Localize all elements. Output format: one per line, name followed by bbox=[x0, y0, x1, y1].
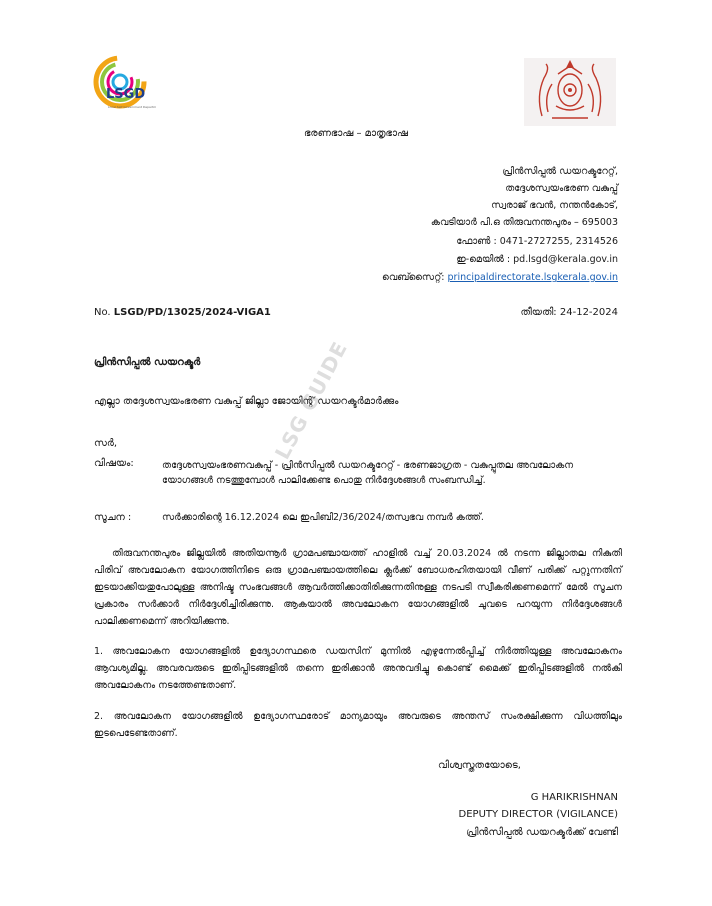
reference-text: സർക്കാരിന്റെ 16.12.2024 ലെ ഇപിബി2/36/2024/തസ്വഭവ നമ്പർ കത്ത്. bbox=[162, 512, 484, 523]
ref-label: No. bbox=[94, 307, 111, 318]
instruction-point-2: 2. അവലോകന യോഗങ്ങളിൽ ഉദ്യോഗസ്ഥരോട് മാന്യമായും അവരുടെ അന്തസ് സംരക്ഷിക്കുന്ന വിധത്തിലും ഇടപെടേണ്ടതാണ്. bbox=[94, 711, 622, 739]
instruction-point-1: 1. അവലോകന യോഗങ്ങളിൽ ഉദ്യോഗസ്ഥരെ ഡയസിന് മുന്നിൽ എഴുന്നേൽപ്പിച്ച് നിർത്തിയുള്ള അവലോകനം ആവശ്യമില്ല. അവരവരുടെ ഇരിപ്പിടങ്ങളിൽ തന്നെ ഇരിക്കാൻ അനുവദിച്ചു കൊണ്ട് മൈക്ക് ഇരിപ്പിടങ്ങളിൽ നൽകി അവലോകനം നടത്തേണ്ടതാണ്. bbox=[94, 646, 622, 691]
signatory-name: G HARIKRISHNAN bbox=[530, 792, 618, 803]
address-line-3: സ്വരാജ് ഭവൻ, നന്തൻകോട്, bbox=[491, 200, 618, 211]
logo-text: LSGD bbox=[106, 87, 146, 102]
email-label: ഇ-മെയിൽ : bbox=[456, 254, 511, 265]
address-line-4: കവടിയാർ പി.ഒ തിരുവനന്തപുരം – 695003 bbox=[430, 217, 618, 228]
email-line bbox=[456, 253, 618, 266]
sender: പ്രിൻസിപ്പൽ ഡയറക്ടർ bbox=[94, 357, 201, 368]
address-line-1: പ്രിൻസിപ്പൽ ഡയറക്ടറേറ്റ്, bbox=[502, 166, 618, 177]
reference-number bbox=[94, 307, 271, 318]
date-value: 24-12-2024 bbox=[559, 307, 618, 318]
ref-number: LSGD/PD/13025/2024-VIGA1 bbox=[113, 307, 271, 318]
lsgd-logo bbox=[92, 54, 156, 118]
website-label: വെബ്സൈറ്റ്: bbox=[382, 272, 445, 283]
kerala-emblem-icon bbox=[522, 56, 618, 128]
date-label: തീയതി: bbox=[520, 307, 557, 318]
recipient: എല്ലാ തദ്ദേശസ്വയംഭരണ വകുപ്പ് ജില്ലാ ജോയിന്റ് ഡയറക്ടർമാർക്കും bbox=[94, 396, 399, 407]
phone-number: 0471-2727255, 2314526 bbox=[499, 236, 618, 247]
closing-phrase: വിശ്വസ്തതയോടെ, bbox=[438, 760, 521, 771]
main-paragraph-text: തിരുവനന്തപുരം ജില്ലയിൽ അതിയന്നൂർ ഗ്രാമപഞ്ചായത്ത് ഹാളിൽ വച്ച് 20.03.2024 ൽ നടന്ന ജില്ലാതല നികുതി പിരിവ് അവലോകന യോഗത്തിനിടെ ഒരു ഗ്രാമപഞ്ചായത്തിലെ ക്ലർക്ക് ബോധരഹിതയായി വീണ് പരിക്ക് പറ്റുന്നതിന് ഇടയാക്കിയതുപോലുള്ള അനിഷ്ട സംഭവങ്ങൾ ആവർത്തിക്കാതിരിക്കുന്നതിനുള്ള നടപടി സ്വീകരിക്കണമെന്ന് മേൽ സൂചന പ്രകാരം സർക്കാർ നിർദ്ദേശിച്ചിരിക്കുന്നു. ആകയാൽ അവലോകന യോഗങ്ങളിൽ ചുവടെ പറയുന്ന നിർദ്ദേശങ്ങൾ പാലിക്കണമെന്ന് അറിയിക്കുന്നു. bbox=[94, 548, 622, 627]
watermark: LSG GUIDE bbox=[270, 337, 353, 464]
phone-line bbox=[456, 235, 618, 248]
reference-label: സൂചന : bbox=[94, 512, 132, 523]
letter-date bbox=[520, 307, 618, 318]
website-link[interactable]: principaldirectorate.lsgkerala.gov.in bbox=[447, 272, 618, 283]
phone-label: ഫോൺ : bbox=[456, 236, 497, 247]
address-line-2: തദ്ദേശസ്വയംഭരണ വകുപ്പ് bbox=[505, 183, 618, 194]
signatory-designation: DEPUTY DIRECTOR (VIGILANCE) bbox=[458, 809, 618, 820]
subject-label: വിഷയം: bbox=[94, 458, 134, 469]
main-paragraph bbox=[94, 545, 622, 630]
website-line bbox=[382, 271, 618, 284]
subject-text: തദ്ദേശസ്വയംഭരണവകുപ്പ് - പ്രിൻസിപ്പൽ ഡയറക്ടറേറ്റ് - ഭരണജാഗ്രത - വകുപ്പുതല അവലോകന യോഗങ്ങൾ നടത്തുമ്പോൾ പാലിക്കേണ്ട പൊതു നിർദ്ദേശങ്ങൾ സംബന്ധിച്ച്. bbox=[162, 460, 574, 486]
salutation: സർ, bbox=[94, 438, 117, 449]
logo-subtext: Local Self Government Department bbox=[108, 105, 156, 109]
language-heading: ഭരണഭാഷ – മാതൃഭാഷ bbox=[303, 128, 409, 139]
email-address[interactable]: pd.lsgd@kerala.gov.in bbox=[513, 254, 618, 265]
signatory-for: പ്രിൻസിപ്പൽ ഡയറക്ടർക്ക് വേണ്ടി bbox=[466, 827, 618, 838]
